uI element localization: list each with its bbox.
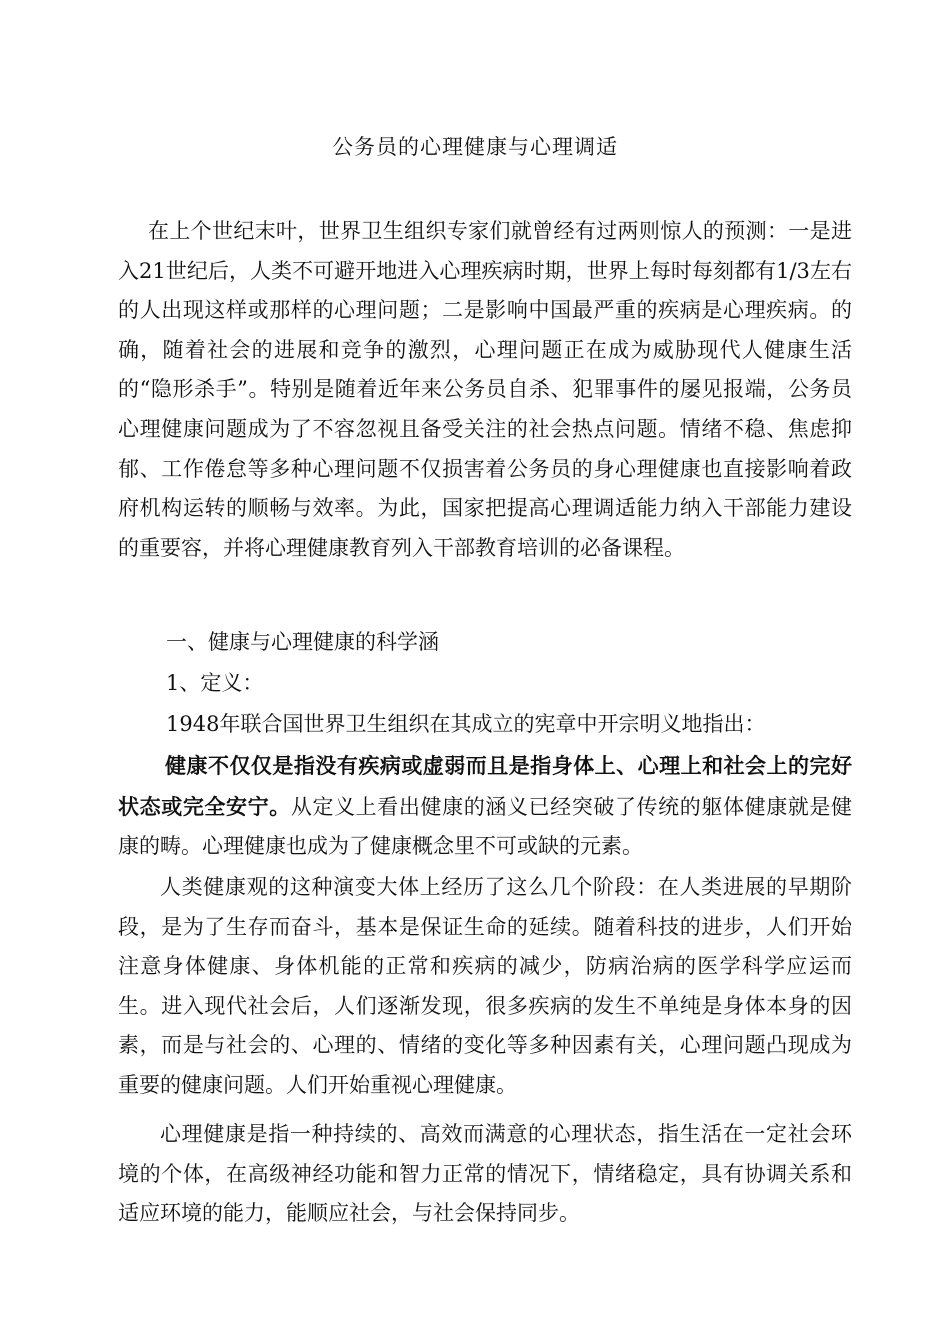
health-definition-bold: 健康不仅仅是指没有疾病或虚弱而且是指身体上、心理上和社会上的完好状态或完全安宁。	[118, 753, 852, 819]
paragraph-health-definition	[118, 746, 852, 867]
subsection-heading: 1、定义：	[166, 671, 264, 695]
paragraph-intro: 在上个世纪末叶，世界卫生组织专家们就曾经有过两则惊人的预测：一是进入21世纪后，人类不可避开地进入心理疾病时期，世界上每时每刻都有1/3左右的人出现这样或那样的心理问题；二是影响中国最严重的疾病是心理疾病。的确，随着社会的进展和竞争的激烈，心理问题正在成为威胁现代人健康生活的“隐形杀手”。特别是随着近年来公务员自杀、犯罪事件的屡见报端，公务员心理健康问题成为了不容忽视且备受关注的社会热点问题。情绪不稳、焦虑抑郁、工作倦怠等多种心理问题不仅损害着公务员的身心理健康也直接影响着政府机构运转的顺畅与效率。为此，国家把提高心理调适能力纳入干部能力建设的重要容，并将心理健康教育列入干部教育培训的必备课程。	[118, 219, 852, 560]
paragraph-health-evolution: 人类健康观的这种演变大体上经历了这么几个阶段：在人类进展的早期阶段，是为了生存而奋斗，基本是保证生命的延续。随着科技的进步，人们开始注意身体健康、身体机能的正常和疾病的减少，防病治病的医学科学应运而生。进入现代社会后，人们逐渐发现，很多疾病的发生不单纯是身体本身的因素，而是与社会的、心理的、情绪的变化等多种因素有关，心理问题凸现成为重要的健康问题。人们开始重视心理健康。	[118, 875, 852, 1097]
document-title: 公务员的心理健康与心理调适	[332, 135, 618, 159]
section-heading: 一、健康与心理健康的科学涵	[166, 630, 439, 654]
paragraph-who-charter: 1948年联合国世界卫生组织在其成立的宪章中开宗明义地指出：	[166, 712, 766, 736]
paragraph-mental-health: 心理健康是指一种持续的、高效而满意的心理状态，指生活在一定社会环境的个体，在高级神经功能和智力正常的情况下，情绪稳定，具有协调关系和适应环境的能力，能顺应社会，与社会保持同步。	[118, 1122, 852, 1226]
health-definition-rest: 从定义上看出健康的涵义已经突破了传统的躯体健康就是健康的畴。心理健康也成为了健康概念里不可或缺的元素。	[118, 794, 853, 859]
